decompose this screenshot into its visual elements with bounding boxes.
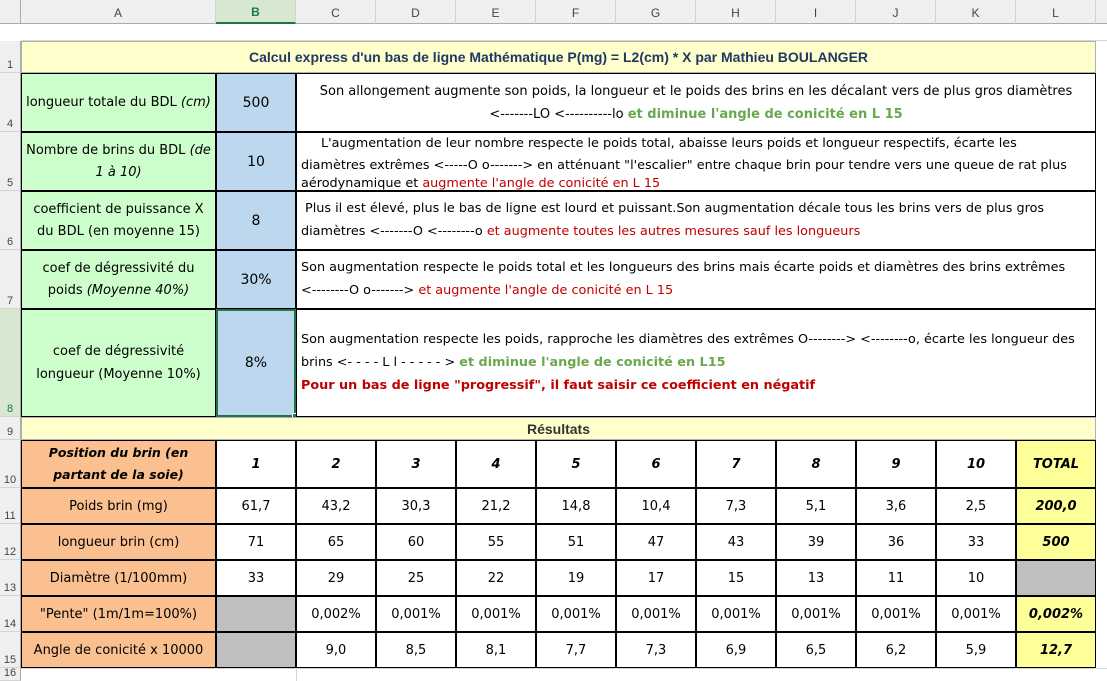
sheet-title[interactable]: Calcul express d'un bas de ligne Mathématique P(mg) = L2(cm) * X par Mathieu BOULANGER — [21, 41, 1096, 73]
cell-length-2[interactable]: 65 — [296, 524, 376, 560]
row-header-16[interactable]: 16 — [0, 668, 21, 681]
position-header-1: 1 — [216, 440, 296, 488]
position-header-8: 8 — [776, 440, 856, 488]
cell-diameter-3[interactable]: 25 — [376, 560, 456, 596]
cell-diameter-1[interactable]: 33 — [216, 560, 296, 596]
cell-diameter-2[interactable]: 29 — [296, 560, 376, 596]
column-header-k[interactable]: K — [936, 0, 1016, 24]
cell-slope-7[interactable]: 0,001% — [696, 596, 776, 632]
cell-length-9[interactable]: 36 — [856, 524, 936, 560]
description-power: Plus il est élevé, plus le bas de ligne est lourd et puissant.Son augmentation décale tous les brins vers de plus gros diamètres <-------O <--------o et augmente toutes les autres mesures sauf les longueurs — [296, 191, 1096, 250]
cell-slope-8[interactable]: 0,001% — [776, 596, 856, 632]
row-header-13[interactable]: 13 — [0, 560, 21, 596]
cell-weight-8[interactable]: 5,1 — [776, 488, 856, 524]
param-label-length-degression: coef de dégressivité longueur (Moyenne 10%) — [21, 309, 216, 417]
row-header-10[interactable]: 10 — [0, 440, 21, 488]
position-header-label: Position du brin (en partant de la soie) — [21, 440, 216, 488]
row-label-diameter: Diamètre (1/100mm) — [21, 560, 216, 596]
cell-length-5[interactable]: 51 — [536, 524, 616, 560]
cell-slope-10[interactable]: 0,001% — [936, 596, 1016, 632]
cell-length-1[interactable]: 71 — [216, 524, 296, 560]
cell-slope-2[interactable]: 0,002% — [296, 596, 376, 632]
row-header-14[interactable]: 14 — [0, 596, 21, 632]
row-header-8[interactable]: 8 — [0, 309, 21, 417]
row-header-12[interactable]: 12 — [0, 524, 21, 560]
cell-diameter-7[interactable]: 15 — [696, 560, 776, 596]
column-header-a[interactable]: A — [21, 0, 216, 24]
column-header-f[interactable]: F — [536, 0, 616, 24]
row-label-length: longueur brin (cm) — [21, 524, 216, 560]
cell-taper-angle-9[interactable]: 6,2 — [856, 632, 936, 668]
param-value-weight-degression[interactable]: 30% — [216, 250, 296, 309]
cell-weight-4[interactable]: 21,2 — [456, 488, 536, 524]
row-header-6[interactable]: 6 — [0, 191, 21, 250]
cell-taper-angle-8[interactable]: 6,5 — [776, 632, 856, 668]
row-header-5[interactable]: 5 — [0, 132, 21, 191]
cell-diameter-10[interactable]: 10 — [936, 560, 1016, 596]
cell-length-10[interactable]: 33 — [936, 524, 1016, 560]
position-header-3: 3 — [376, 440, 456, 488]
total-diameter[interactable] — [1016, 560, 1096, 596]
total-taper-angle[interactable]: 12,7 — [1016, 632, 1096, 668]
position-header-9: 9 — [856, 440, 936, 488]
row-header-15[interactable]: 15 — [0, 632, 21, 668]
select-all-corner[interactable] — [0, 0, 21, 24]
cell-weight-1[interactable]: 61,7 — [216, 488, 296, 524]
description-strand-count: L'augmentation de leur nombre respecte le poids total, abaisse leurs poids et longueur respectifs, écarte les diamètres extrêmes <-----O o-------> en atténuant "l'escalier" entre chaque brin pour tendre vers une queue de rat plus aérodynamique et augmente l'angle de conicité en L 15 — [296, 132, 1096, 191]
description-length-degression: Son augmentation respecte les poids, rapproche les diamètres des extrêmes O--------> <--------o, écarte les longueur des brins <- - - - L l - - - - - > et diminue l'angle de conicité en L15 Pour un bas de ligne "progressif", il faut saisir ce coefficient en négatif — [296, 309, 1096, 417]
param-label-weight-degression: coef de dégressivité du poids (Moyenne 40%) — [21, 250, 216, 309]
results-title: Résultats — [21, 417, 1096, 440]
column-header-l[interactable]: L — [1016, 0, 1096, 24]
cell-weight-3[interactable]: 30,3 — [376, 488, 456, 524]
cell-taper-angle-7[interactable]: 6,9 — [696, 632, 776, 668]
cell-taper-angle-4[interactable]: 8,1 — [456, 632, 536, 668]
row-header-4[interactable]: 4 — [0, 73, 21, 132]
param-value-power[interactable]: 8 — [216, 191, 296, 250]
cell-slope-5[interactable]: 0,001% — [536, 596, 616, 632]
column-header-h[interactable]: H — [696, 0, 776, 24]
param-label-strand-count: Nombre de brins du BDL (de 1 à 10) — [21, 132, 216, 191]
position-header-4: 4 — [456, 440, 536, 488]
cell-slope-4[interactable]: 0,001% — [456, 596, 536, 632]
param-label-length: longueur totale du BDL (cm) — [21, 73, 216, 132]
row-label-taper-angle: Angle de conicité x 10000 — [21, 632, 216, 668]
row-header-11[interactable]: 11 — [0, 488, 21, 524]
cell-weight-6[interactable]: 10,4 — [616, 488, 696, 524]
cell-taper-angle-10[interactable]: 5,9 — [936, 632, 1016, 668]
column-header-c[interactable]: C — [296, 0, 376, 24]
column-header-g[interactable]: G — [616, 0, 696, 24]
cell-diameter-9[interactable]: 11 — [856, 560, 936, 596]
row-header-1[interactable]: 1 — [0, 41, 21, 73]
cell-diameter-5[interactable]: 19 — [536, 560, 616, 596]
row-label-slope: "Pente" (1m/1m=100%) — [21, 596, 216, 632]
cell-taper-angle-2[interactable]: 9,0 — [296, 632, 376, 668]
cell-diameter-6[interactable]: 17 — [616, 560, 696, 596]
cell-length-4[interactable]: 55 — [456, 524, 536, 560]
cell-weight-9[interactable]: 3,6 — [856, 488, 936, 524]
position-header-5: 5 — [536, 440, 616, 488]
position-header-7: 7 — [696, 440, 776, 488]
row-label-weight: Poids brin (mg) — [21, 488, 216, 524]
cell-length-3[interactable]: 60 — [376, 524, 456, 560]
cell-diameter-4[interactable]: 22 — [456, 560, 536, 596]
column-header-b[interactable]: B — [216, 0, 296, 24]
param-value-strand-count[interactable]: 10 — [216, 132, 296, 191]
position-header-2: 2 — [296, 440, 376, 488]
cell-taper-angle-6[interactable]: 7,3 — [616, 632, 696, 668]
cell-taper-angle-3[interactable]: 8,5 — [376, 632, 456, 668]
cell-slope-1[interactable] — [216, 596, 296, 632]
position-header-6: 6 — [616, 440, 696, 488]
column-header-j[interactable]: J — [856, 0, 936, 24]
cell-length-6[interactable]: 47 — [616, 524, 696, 560]
cell-length-8[interactable]: 39 — [776, 524, 856, 560]
column-header-i[interactable]: I — [776, 0, 856, 24]
total-weight[interactable]: 200,0 — [1016, 488, 1096, 524]
param-value-length[interactable]: 500 — [216, 73, 296, 132]
cell-length-7[interactable]: 43 — [696, 524, 776, 560]
total-length[interactable]: 500 — [1016, 524, 1096, 560]
cell-weight-7[interactable]: 7,3 — [696, 488, 776, 524]
cell-weight-5[interactable]: 14,8 — [536, 488, 616, 524]
cell-taper-angle-5[interactable]: 7,7 — [536, 632, 616, 668]
cell-taper-angle-1[interactable] — [216, 632, 296, 668]
row-header-9[interactable]: 9 — [0, 417, 21, 440]
description-length: Son allongement augmente son poids, la longueur et le poids des brins en les décalant vers de plus gros diamètres <-------LO <----------lo et diminue l'angle de conicité en L 15 — [296, 73, 1096, 132]
row-header-7[interactable]: 7 — [0, 250, 21, 309]
cell-weight-10[interactable]: 2,5 — [936, 488, 1016, 524]
description-weight-degression: Son augmentation respecte le poids total et les longueurs des brins mais écarte poids et diamètres des brins extrêmes <--------O o-------> et augmente l'angle de conicité en L 15 — [296, 250, 1096, 309]
column-header-e[interactable]: E — [456, 0, 536, 24]
cell-slope-3[interactable]: 0,001% — [376, 596, 456, 632]
param-value-length-degression[interactable]: 8% — [216, 309, 296, 417]
param-label-power: coefficient de puissance X du BDL (en moyenne 15) — [21, 191, 216, 250]
total-slope[interactable]: 0,002% — [1016, 596, 1096, 632]
position-header-10: 10 — [936, 440, 1016, 488]
cell-weight-2[interactable]: 43,2 — [296, 488, 376, 524]
cell-slope-6[interactable]: 0,001% — [616, 596, 696, 632]
cell-slope-9[interactable]: 0,001% — [856, 596, 936, 632]
column-header-d[interactable]: D — [376, 0, 456, 24]
total-header: TOTAL — [1016, 440, 1096, 488]
cell-diameter-8[interactable]: 13 — [776, 560, 856, 596]
